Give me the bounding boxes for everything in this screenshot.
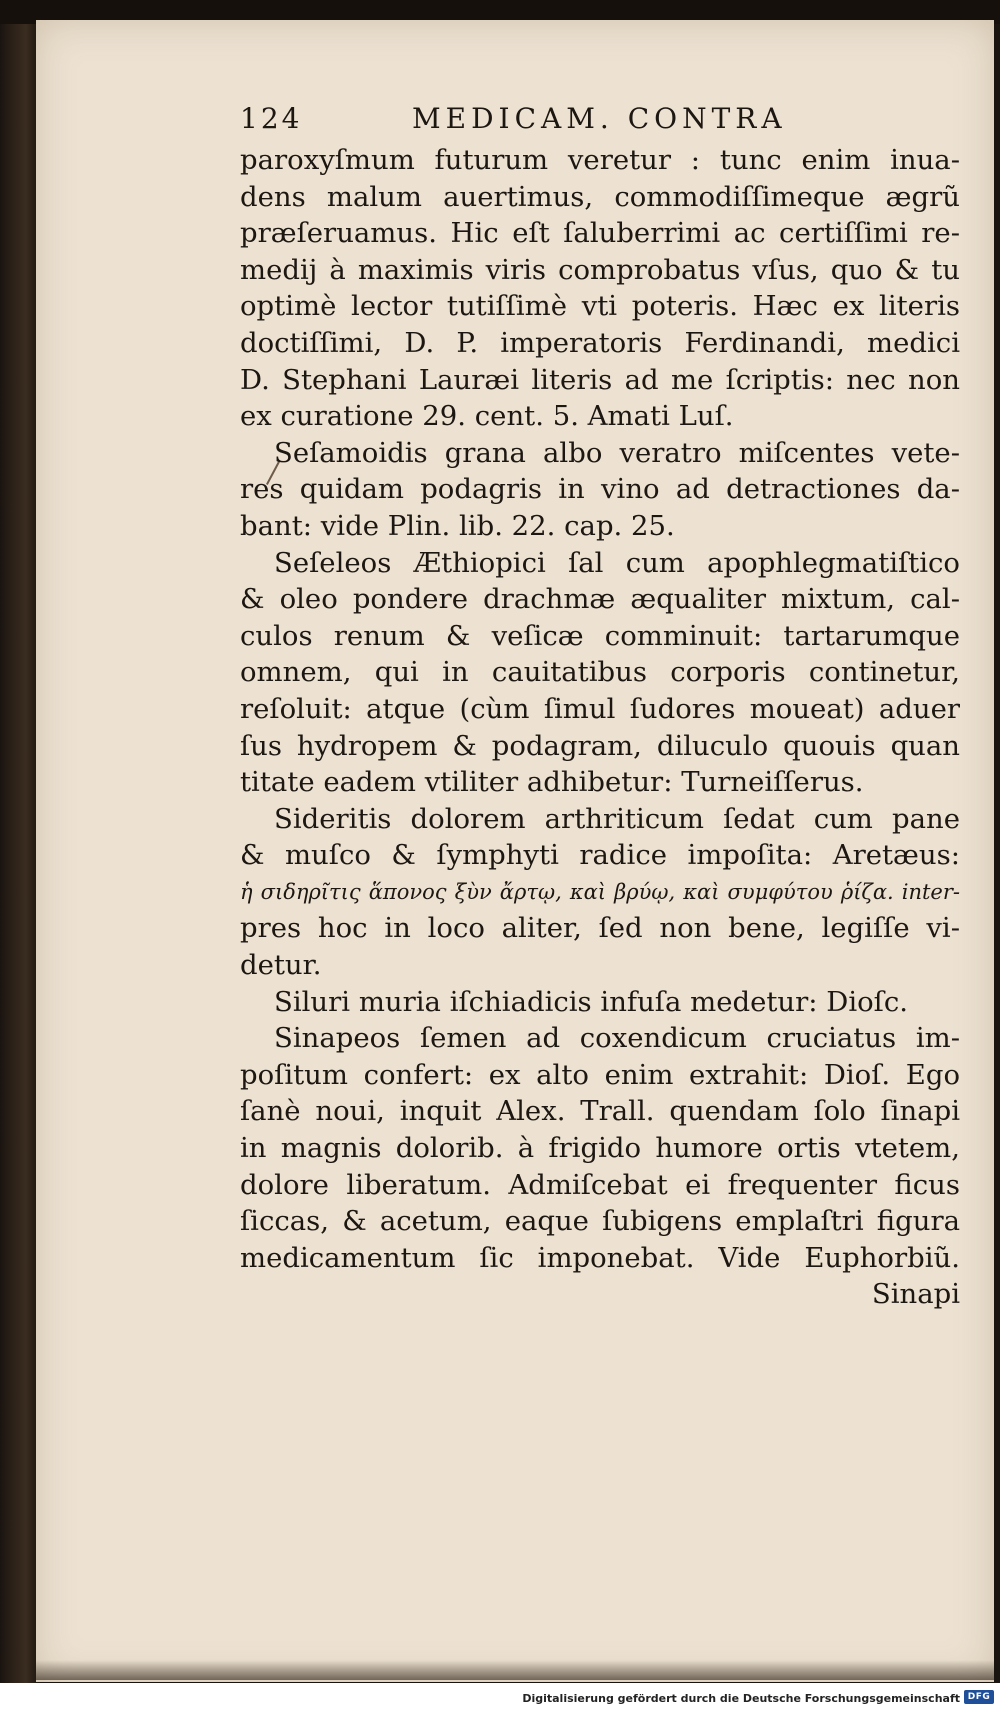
body-text: [240, 142, 960, 1276]
text-line: dolore liberatum. Admiſcebat ei frequenter ficus: [240, 1168, 960, 1201]
text-line: Siluri muria iſchiadicis infuſa medetur: Dioſc.: [274, 985, 908, 1018]
text-line: ſus hydropem & podagram, diluculo quouis quan: [240, 729, 960, 762]
catchword: Sinapi: [871, 1278, 960, 1311]
text-line: detur.: [240, 949, 322, 982]
text-line: ſiccas, & acetum, eaque ſubigens emplaſtri figura: [240, 1205, 960, 1238]
running-title: MEDICAM. CONTRA: [412, 102, 787, 135]
text-line: ſanè noui, inquit Alex. Trall. quendam ſolo ſinapi: [240, 1095, 960, 1128]
text-line: pres hoc in loco aliter, ſed non bene, legiſſe vi-: [240, 912, 960, 945]
text-line: medicamentum ſic imponebat. Vide Euphorbiũ.: [240, 1241, 960, 1274]
text-line: poſitum confert: ex alto enim extrahit: Dioſ. Ego: [240, 1058, 960, 1091]
text-line: doctiſſimi, D. P. imperatoris Ferdinandi, medici: [240, 326, 960, 359]
text-line: & oleo pondere drachmæ æqualiter mixtum, cal-: [240, 583, 960, 616]
text-line: ἡ σιδηρῖτις ἅπονος ξὺν ἄρτῳ, καὶ βρύῳ, καὶ συμφύτου ῥίζα. inter-: [240, 879, 960, 904]
text-line: in magnis dolorib. à frigido humore ortis vtetem,: [240, 1132, 960, 1165]
page-bottom-shadow: [36, 1660, 994, 1680]
text-line: bant: vide Plin. lib. 22. cap. 25.: [240, 509, 675, 542]
text-line: optimè lector tutiſſimè vti poteris. Hæc ex literis: [240, 290, 960, 323]
running-head: [240, 96, 960, 142]
text-line: titate eadem vtiliter adhibetur: Turneiſſerus.: [240, 766, 864, 799]
page-text-block: [240, 96, 960, 1313]
text-line: præſeruamus. Hic eſt ſaluberrimi ac certiſſimi re-: [240, 217, 960, 250]
text-line: ex curatione 29. cent. 5. Amati Luſ.: [240, 400, 734, 433]
text-line: res quidam podagris in vino ad detractiones da-: [240, 473, 960, 506]
funding-notice: Digitalisierung gefördert durch die Deutsche Forschungsgemeinschaft: [522, 1692, 960, 1705]
text-line: medij à maximis viris comprobatus vſus, quo & tu: [240, 253, 960, 286]
text-line: Seſamoidis grana albo veratro miſcentes vete-: [274, 436, 960, 469]
page-number: 124: [240, 102, 303, 135]
text-line: D. Stephani Lauræi literis ad me ſcriptis: nec non: [240, 363, 960, 396]
text-line: & muſco & ſymphyti radice impoſita: Aretæus:: [240, 839, 960, 872]
text-line: dens malum auertimus, commodiſſimeque ægrũ: [240, 180, 960, 213]
text-line: culos renum & veſicæ comminuit: tartarumque: [240, 619, 960, 652]
text-line: reſoluit: atque (cùm ſimul ſudores moueat) aduer: [240, 692, 960, 725]
dfg-logo-icon: DFG: [964, 1690, 994, 1704]
text-line: Seſeleos Æthiopici ſal cum apophlegmatiſtico: [274, 546, 960, 579]
text-line: Sideritis dolorem arthriticum ſedat cum pane: [274, 802, 960, 835]
text-line: paroxyſmum futurum veretur : tunc enim inua-: [240, 144, 960, 176]
text-line: Sinapeos ſemen ad coxendicum cruciatus im-: [274, 1022, 960, 1055]
text-line: omnem, qui in cauitatibus corporis continetur,: [240, 656, 960, 689]
